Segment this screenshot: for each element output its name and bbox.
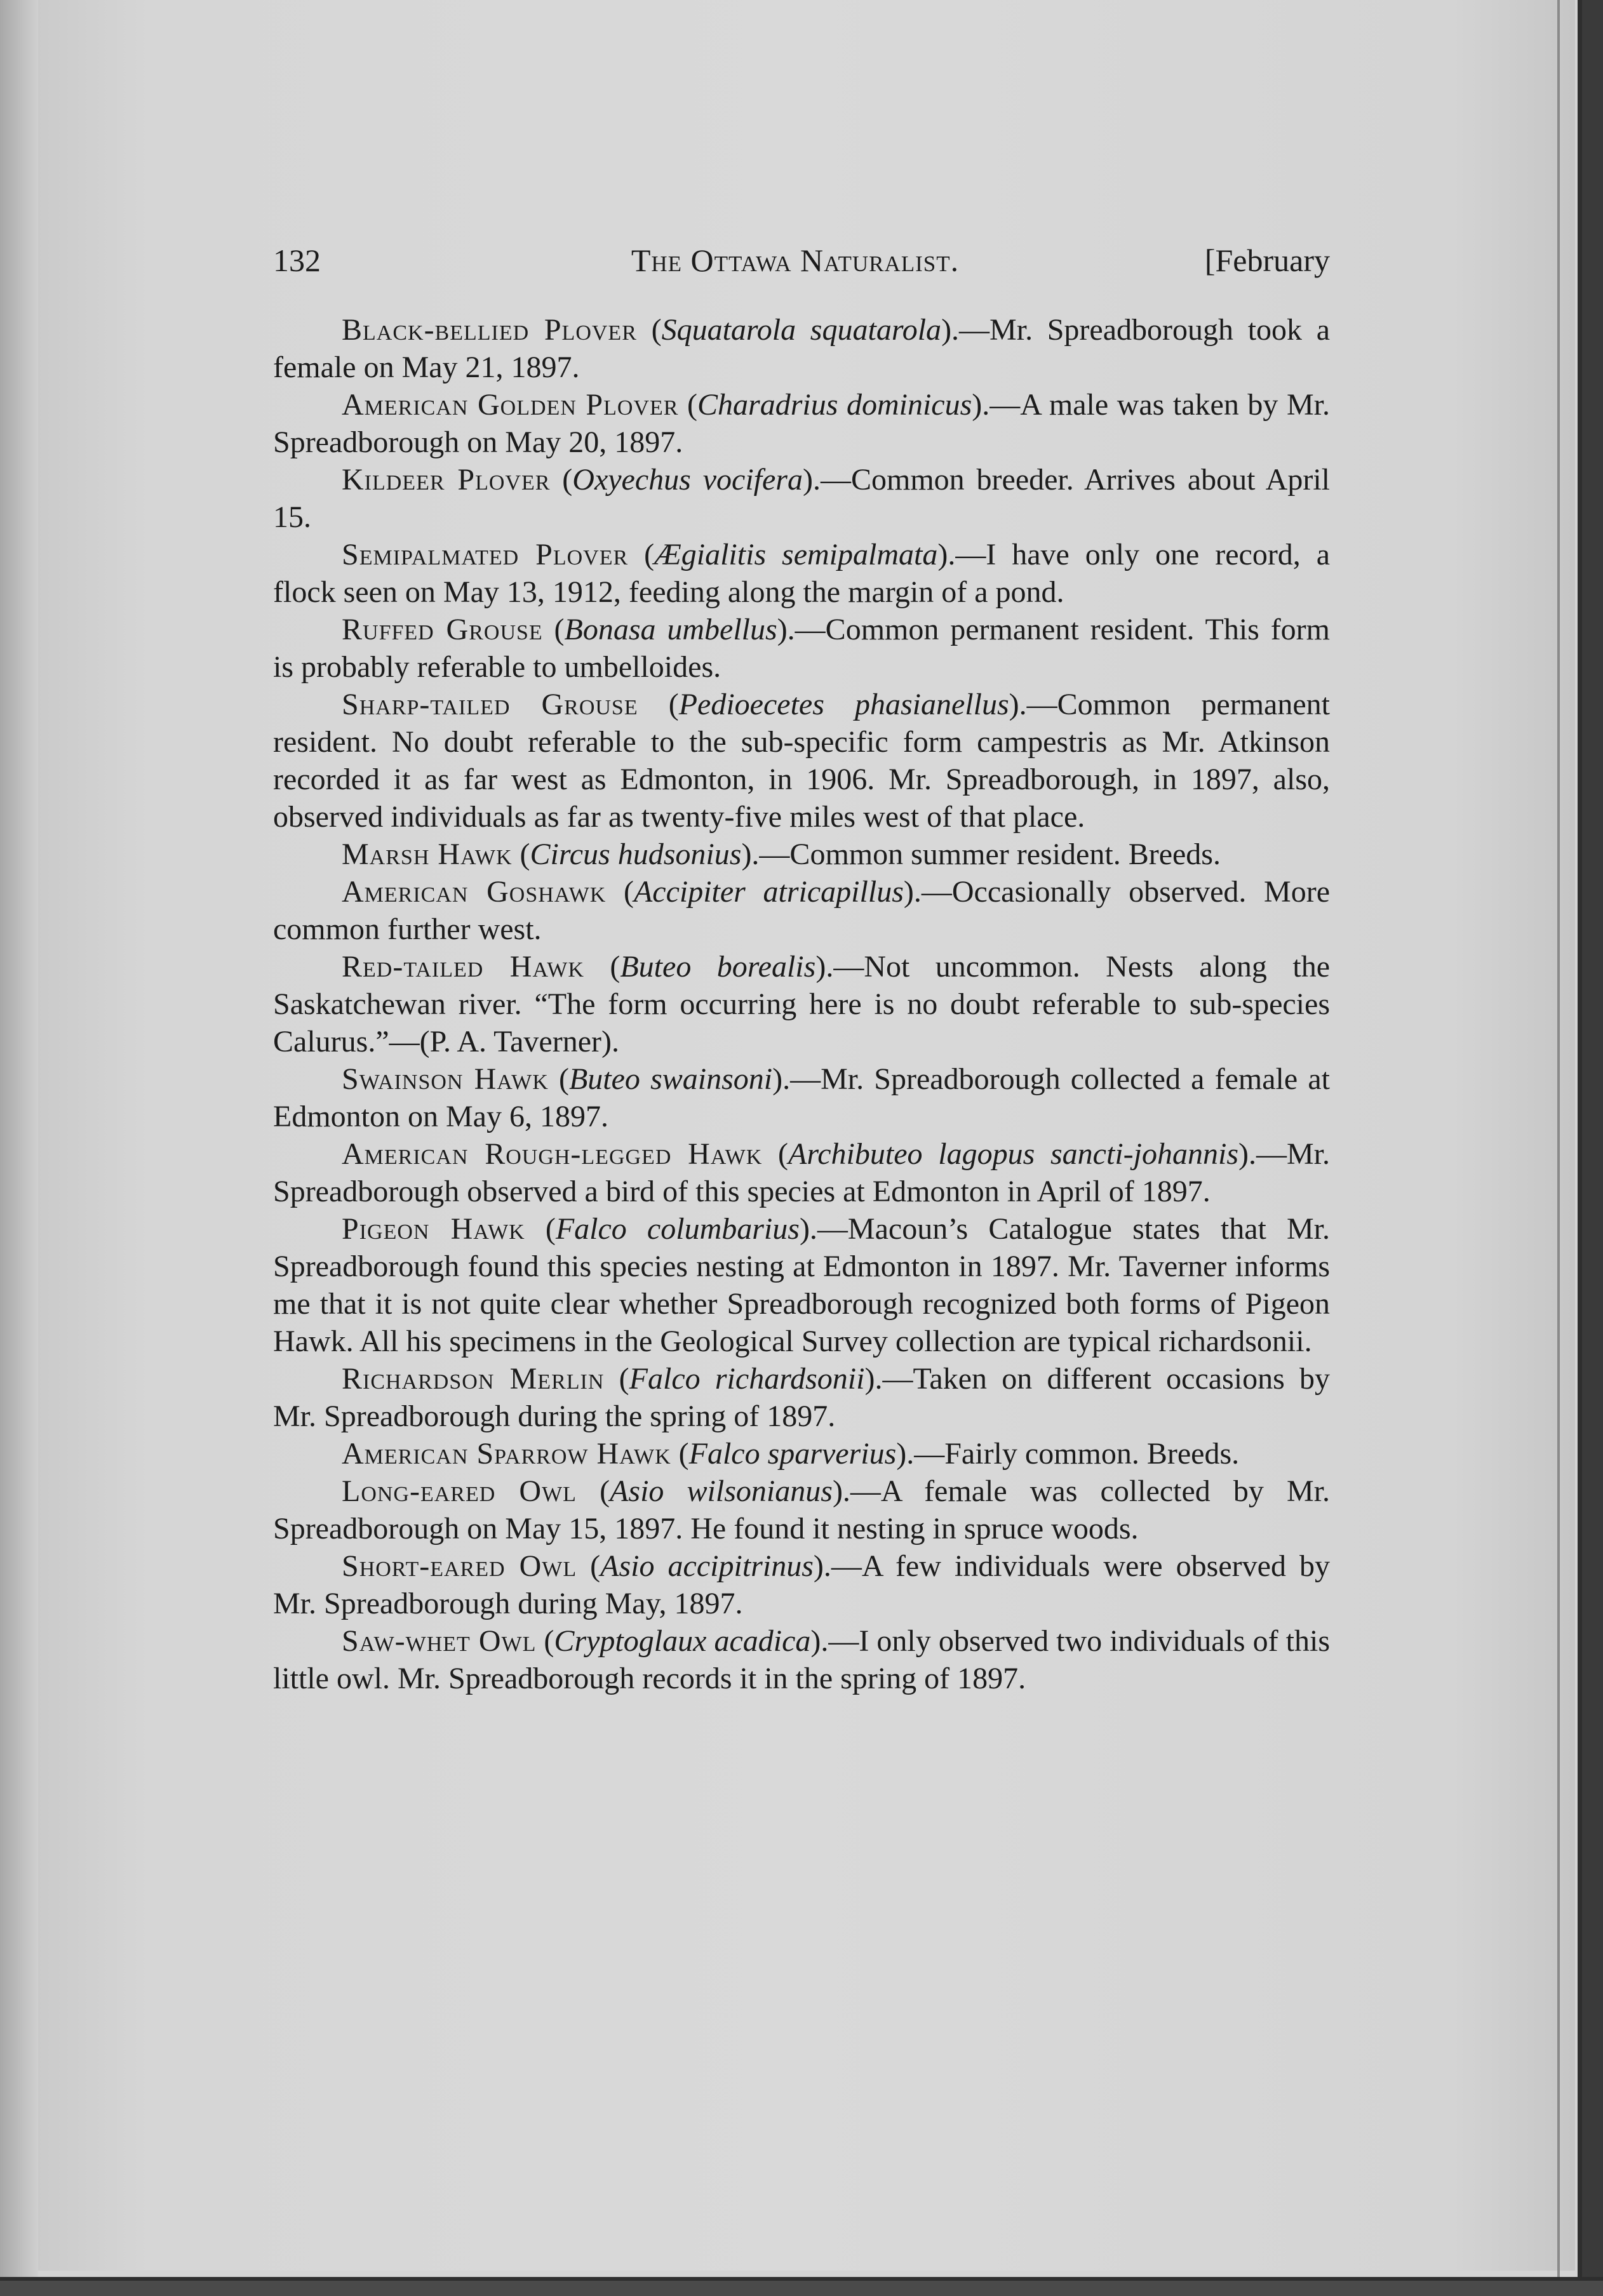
- species-entries: [260, 311, 1330, 1697]
- species-account-text: A male was taken by Mr. Spreadborough on May 20, 1897.: [273, 388, 1330, 459]
- species-common-name: American Rough-legged Hawk: [342, 1137, 763, 1171]
- page-text-block: [260, 235, 1330, 1697]
- species-account-text: I have only one record, a flock seen on May 13, 1912, feeding along the margin of a pond.: [273, 538, 1331, 609]
- species-entry: Marsh Hawk (Circus hudsonius).—Common summer resident. Breeds.: [342, 838, 1221, 871]
- species-scientific-name: Squatarola squatarola: [661, 313, 942, 347]
- species-entry: American Rough-legged Hawk (Archibuteo lagopus sancti-johannis).—Mr. Spreadborough observed a bird of this species at Edmonton in April of 1897.: [273, 1137, 1330, 1208]
- species-common-name: Short-eared Owl: [342, 1549, 577, 1583]
- species-entry: American Goshawk (Accipiter atricapillus).—Occasionally observed. More common further west.: [273, 875, 1331, 946]
- species-scientific-name: Asio wilsonianus: [610, 1474, 833, 1508]
- species-scientific-name: Falco columbarius: [555, 1212, 800, 1246]
- species-scientific-name: Circus hudsonius: [530, 838, 742, 871]
- species-common-name: American Goshawk: [342, 875, 607, 909]
- species-entry: American Sparrow Hawk (Falco sparverius).—Fairly common. Breeds.: [342, 1437, 1240, 1471]
- species-scientific-name: Charadrius dominicus: [697, 388, 972, 422]
- species-account-text: Fairly common. Breeds.: [944, 1437, 1240, 1471]
- species-entry: Saw-whet Owl (Cryptoglaux acadica).—I only observed two individuals of this little owl. Mr. Spreadborough records it in the spring of 1897.: [273, 1624, 1331, 1695]
- species-entry: Long-eared Owl (Asio wilsonianus).—A female was collected by Mr. Spreadborough on May 15, 1897. He found it nesting in spruce woods.: [273, 1474, 1331, 1545]
- species-scientific-name: Cryptoglaux acadica: [554, 1624, 811, 1658]
- species-entry: Sharp-tailed Grouse (Pedioecetes phasianellus).—Common permanent resident. No doubt referable to the sub-specific form campestris as Mr. Atkinson recorded it as far west as Edmonton, in 1906. Mr. Spreadborough, in 1897, also, observed individuals as far as twenty-five miles west of that place.: [273, 688, 1330, 834]
- species-scientific-name: Asio accipitrinus: [600, 1549, 814, 1583]
- species-entry: Richardson Merlin (Falco richardsonii).—Taken on different occasions by Mr. Spreadborough during the spring of 1897.: [273, 1362, 1331, 1433]
- species-common-name: Marsh Hawk: [342, 838, 513, 871]
- species-account-text: Common summer resident. Breeds.: [789, 838, 1221, 871]
- species-common-name: Saw-whet Owl: [342, 1624, 537, 1658]
- species-entry: Swainson Hawk (Buteo swainsoni).—Mr. Spreadborough collected a female at Edmonton on May 6, 1897.: [273, 1062, 1330, 1133]
- species-account-text: Taken on different occasions by Mr. Spreadborough during the spring of 1897.: [273, 1362, 1331, 1433]
- species-common-name: Swainson Hawk: [342, 1062, 549, 1096]
- bottom-margin-dark: [0, 2281, 1603, 2296]
- species-scientific-name: Pedioecetes phasianellus: [678, 688, 1009, 721]
- species-scientific-name: Ægialitis semipalmata: [654, 538, 938, 571]
- right-border-line: [1578, 0, 1582, 2286]
- species-scientific-name: Oxyechus vocifera: [572, 463, 803, 497]
- species-account-text: Mr. Spreadborough observed a bird of this species at Edmonton in April of 1897.: [273, 1137, 1330, 1208]
- species-entry: Red-tailed Hawk (Buteo borealis).—Not uncommon. Nests along the Saskatchewan river. “The form occurring here is no doubt referable to sub-species Calurus.”—(P. A. Taverner).: [273, 950, 1331, 1058]
- species-entry: Ruffed Grouse (Bonasa umbellus).—Common permanent resident. This form is probably referable to umbelloides.: [273, 613, 1331, 684]
- species-account-text: Mr. Spreadborough collected a female at Edmonton on May 6, 1897.: [273, 1062, 1330, 1133]
- species-account-text: Common permanent resident. No doubt referable to the sub-specific form campestris as Mr. Atkinson recorded it as far west as Edmonton, in 1906. Mr. Spreadborough, in 1897, also, observed individuals as far as twenty-five miles west of that place.: [273, 688, 1330, 834]
- species-account-text: Common breeder. Arrives about April 15.: [273, 463, 1330, 534]
- page-number: 132: [273, 243, 321, 278]
- species-common-name: Pigeon Hawk: [342, 1212, 525, 1246]
- right-margin-dark: [1582, 0, 1603, 2296]
- species-common-name: Semipalmated Plover: [342, 538, 629, 571]
- species-scientific-name: Buteo swainsoni: [568, 1062, 773, 1096]
- species-common-name: Sharp-tailed Grouse: [342, 688, 638, 721]
- species-scientific-name: Accipiter atricapillus: [633, 875, 904, 909]
- species-entry: American Golden Plover (Charadrius dominicus).—A male was taken by Mr. Spreadborough on May 20, 1897.: [273, 388, 1330, 459]
- species-scientific-name: Buteo borealis: [620, 950, 816, 984]
- species-account-text: Not uncommon. Nests along the Saskatchewan river. “The form occurring here is no doubt referable to sub-species Calurus.”—(P. A. Taverner).: [273, 950, 1331, 1058]
- species-account-text: Macoun’s Catalogue states that Mr. Spreadborough found this species nesting at Edmonton in 1897. Mr. Taverner informs me that it is not quite clear whether Spreadborough recognized both forms of Pigeon Hawk. All his specimens in the Geological Survey collection are typical richardsonii.: [273, 1212, 1330, 1358]
- species-account-text: A female was collected by Mr. Spreadborough on May 15, 1897. He found it nesting in spruce woods.: [273, 1474, 1331, 1545]
- species-entry: Black-bellied Plover (Squatarola squatarola).—Mr. Spreadborough took a female on May 21, 1897.: [273, 313, 1331, 384]
- species-common-name: American Sparrow Hawk: [342, 1437, 671, 1471]
- species-common-name: Richardson Merlin: [342, 1362, 605, 1396]
- species-account-text: A few individuals were observed by Mr. Spreadborough during May, 1897.: [273, 1549, 1330, 1620]
- species-account-text: Occasionally observed. More common further west.: [273, 875, 1331, 946]
- species-scientific-name: Falco richardsonii: [629, 1362, 865, 1396]
- species-common-name: Long-eared Owl: [342, 1474, 577, 1508]
- species-common-name: Ruffed Grouse: [342, 613, 543, 646]
- species-entry: Kildeer Plover (Oxyechus vocifera).—Common breeder. Arrives about April 15.: [273, 463, 1330, 534]
- issue-month: [February: [1204, 243, 1330, 278]
- species-scientific-name: Falco sparverius: [688, 1437, 897, 1471]
- species-account-text: Mr. Spreadborough took a female on May 21, 1897.: [273, 313, 1331, 384]
- left-edge-shadow: [0, 0, 38, 2296]
- species-common-name: Red-tailed Hawk: [342, 950, 584, 984]
- species-entry: Short-eared Owl (Asio accipitrinus).—A few individuals were observed by Mr. Spreadborough during May, 1897.: [273, 1549, 1330, 1620]
- right-page-edge: [1557, 0, 1560, 2286]
- species-common-name: Kildeer Plover: [342, 463, 551, 497]
- species-entry: Semipalmated Plover (Ægialitis semipalmata).—I have only one record, a flock seen on May 13, 1912, feeding along the margin of a pond.: [273, 538, 1331, 609]
- journal-title: The Ottawa Naturalist.: [631, 243, 960, 278]
- species-scientific-name: Archibuteo lagopus sancti-johannis: [788, 1137, 1238, 1171]
- species-entry: Pigeon Hawk (Falco columbarius).—Macoun’s Catalogue states that Mr. Spreadborough found this species nesting at Edmonton in 1897. Mr. Taverner informs me that it is not quite clear whether Spreadborough recognized both forms of Pigeon Hawk. All his specimens in the Geological Survey collection are typical richardsonii.: [273, 1212, 1330, 1358]
- running-header: [260, 235, 1330, 286]
- species-account-text: Common permanent resident. This form is probably referable to umbelloides.: [273, 613, 1331, 684]
- species-common-name: Black-bellied Plover: [342, 313, 637, 347]
- species-common-name: American Golden Plover: [342, 388, 679, 422]
- species-scientific-name: Bonasa umbellus: [564, 613, 777, 646]
- species-account-text: I only observed two individuals of this little owl. Mr. Spreadborough records it in the spring of 1897.: [273, 1624, 1331, 1695]
